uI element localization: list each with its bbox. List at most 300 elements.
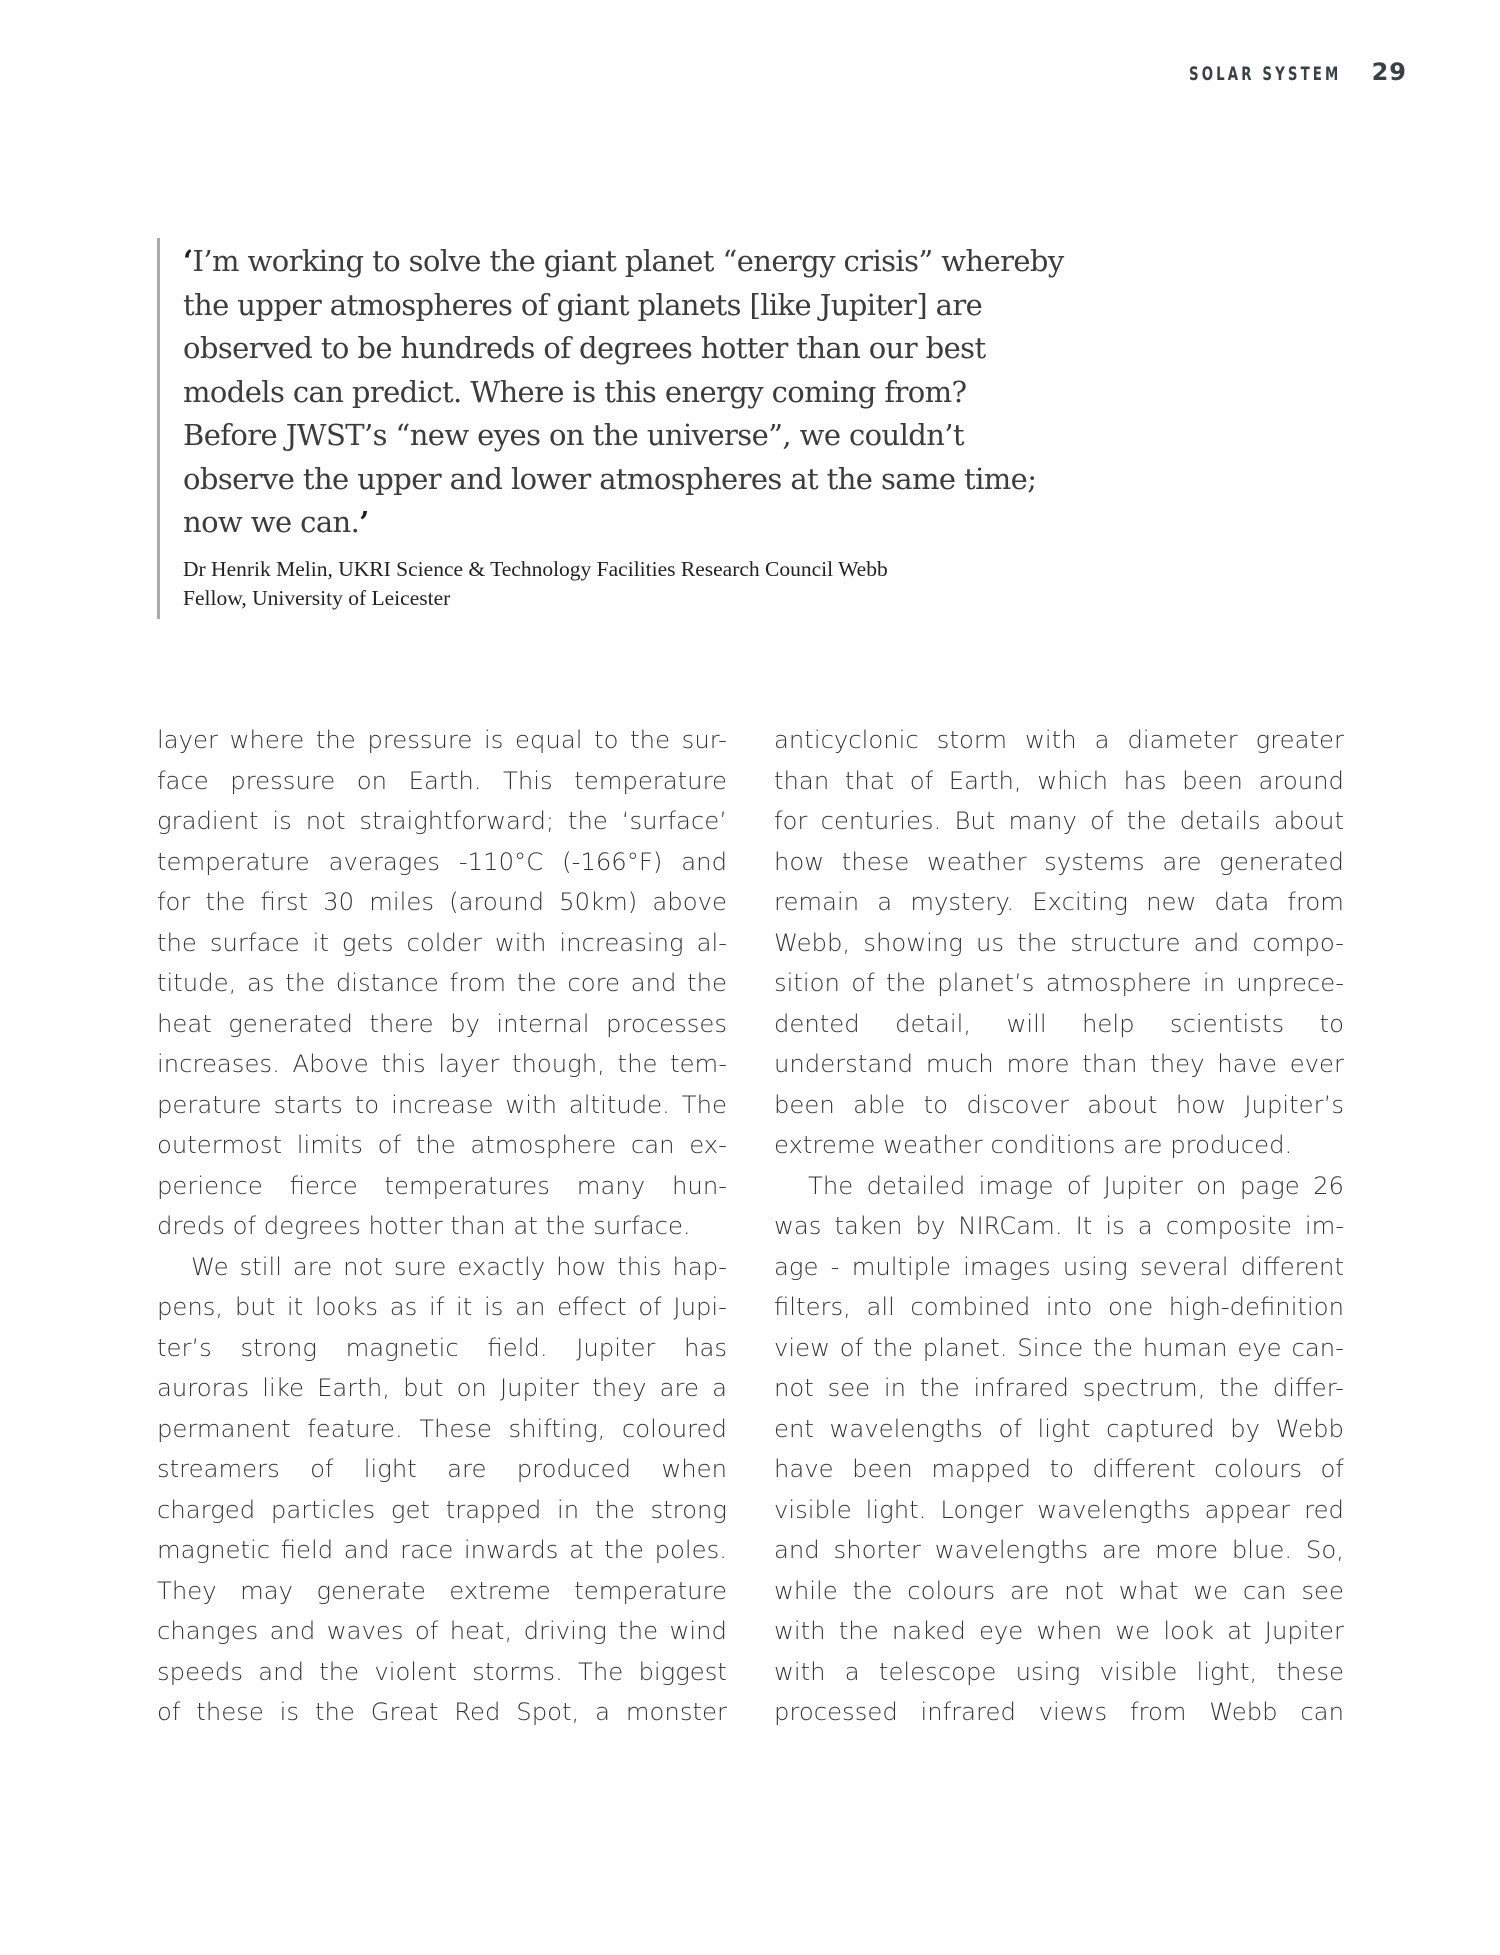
text-line [774,1368,1344,1409]
word: and [774,1535,820,1564]
word: biggest [638,1656,727,1686]
word: trapped [445,1494,542,1524]
word: get [390,1494,430,1524]
word: we [1193,1575,1229,1605]
word: the [838,1616,879,1645]
word: spectrum, [1082,1373,1206,1402]
text-line [157,1328,727,1369]
text-line [774,882,1344,923]
word: temperature [157,846,310,876]
word: many [1008,806,1077,835]
text-line [157,1125,727,1166]
word: al- [696,927,727,957]
word: images [963,1251,1051,1281]
word: the [1017,927,1058,957]
word: of [839,1332,864,1362]
word: one [1107,1292,1154,1321]
word: from [1129,1697,1187,1726]
word: are [447,1454,487,1483]
word: This [503,765,553,795]
word: extreme [449,1575,551,1605]
word: monster [625,1697,727,1726]
word: to [1319,1008,1344,1038]
word: ever [1289,1049,1344,1078]
word: visible [774,1494,852,1524]
quote-line: the upper atmospheres of giant planets [like Jupiter] are [183,287,983,322]
word: NIRCam. [958,1211,1063,1240]
word: which [1037,765,1109,795]
word: though, [511,1049,605,1078]
word: more [1155,1535,1219,1564]
word: mapped [931,1454,1032,1483]
word: temperature [574,1575,727,1605]
word: on [356,765,388,795]
word: it [286,1292,304,1321]
word: has [1123,765,1167,795]
word: are [292,1251,333,1281]
word: if [429,1292,445,1321]
word: not [1064,1575,1104,1605]
word: equal [515,725,583,754]
word: face [157,765,209,795]
word: of [414,1616,439,1645]
text-line [157,1611,727,1652]
word: they [1150,1049,1205,1078]
word: colder [406,927,482,957]
text-line [157,1044,727,1085]
word: different [1240,1251,1344,1281]
word: and [258,1656,304,1686]
word: ter’s [157,1332,212,1362]
text-line [157,923,727,964]
word: can [1300,1697,1344,1726]
word: many [576,1170,646,1200]
word: processed [774,1697,898,1726]
text-line [774,801,1344,842]
quote-line: I’m working to solve the giant planet “energy crisis” whereby [192,244,1064,278]
word: the [415,1130,456,1159]
word: generate [316,1575,426,1605]
text-line [774,923,1344,964]
word: pressure [367,725,473,754]
word: it [312,927,329,957]
word: a [877,887,893,916]
word: dented [774,1008,860,1038]
attribution-line: Dr Henrik Melin, UKRI Science & Technology Facilities Research Council Webb [183,556,888,581]
word: the [630,725,671,754]
word: and [630,968,677,997]
word: infrared [920,1697,1016,1726]
section-title: SOLAR SYSTEM [1189,63,1342,85]
word: They [157,1575,217,1605]
word: atmosphere [1045,968,1192,997]
word: wind [669,1616,727,1645]
word: scientists [1169,1008,1285,1038]
word: (-166°F) [562,846,663,876]
text-line [157,1368,727,1409]
word: of [909,765,934,795]
word: captured [1106,1413,1215,1443]
word: while [774,1575,838,1605]
word: for [157,887,191,916]
text-line [774,720,1344,761]
word: tem- [670,1049,727,1078]
word: visible [1099,1656,1178,1686]
word: eye [1237,1332,1282,1362]
word: when [1036,1616,1103,1645]
word: can [630,1130,675,1159]
word: We [191,1251,229,1281]
word: by [915,1211,946,1240]
word: to [923,1089,949,1119]
word: in [557,1494,580,1524]
word: remain [774,887,860,916]
word: as [247,968,275,997]
word: the [604,1535,644,1564]
word: poles. [654,1535,727,1564]
word: how [556,1251,607,1281]
word: - [830,1251,840,1281]
text-line [157,1247,727,1288]
word: Jupiter [499,1373,580,1402]
word: ‘surface’ [621,806,727,835]
word: greater [1255,725,1344,754]
word: effect [557,1292,627,1321]
word: combined [910,1292,1031,1321]
word: us [975,927,1005,957]
word: not [305,806,346,835]
word: using [1062,1251,1128,1281]
word: perience [157,1170,263,1200]
word: processes [606,1008,727,1038]
word: light [363,1454,417,1483]
word: can [1242,1575,1287,1605]
word: sition [774,968,840,997]
text-line [157,1287,727,1328]
word: into [1045,1292,1093,1321]
word: heat [157,1008,212,1038]
word: Webb [1275,1413,1344,1443]
word: at [569,1535,594,1564]
word: all [866,1292,895,1321]
text-line [774,1490,1344,1531]
word: they [592,1373,647,1402]
word: infrared [973,1373,1069,1402]
word: magnetic [157,1535,271,1564]
word: titude, [157,968,237,997]
word: shifting, [508,1413,606,1443]
word: views [1038,1697,1108,1726]
quote-line: Before JWST’s “new eyes on the universe”, we couldn’t [183,418,964,452]
word: can- [1291,1332,1344,1362]
word: are [1101,1535,1142,1564]
word: the [205,887,246,916]
word: Jupiter’s [1244,1089,1344,1119]
word: Earth, [317,1373,390,1402]
word: the [1126,806,1167,835]
word: So, [1305,1535,1344,1564]
text-line [774,1247,1344,1288]
text-line [774,1530,1344,1571]
page-number: 29 [1371,58,1407,86]
text-line [774,761,1344,802]
word: colours [907,1575,996,1605]
word: more [1006,1049,1070,1078]
word: how [1175,1089,1226,1119]
word: how [774,846,825,876]
word: a [844,1656,860,1686]
word: unprece- [1236,968,1344,997]
word: The [578,1656,624,1686]
word: this [617,1251,662,1281]
word: Since [1017,1332,1084,1362]
word: Above [292,1049,369,1078]
word: there [369,1008,434,1038]
word: hun- [672,1170,727,1200]
word: feature. [307,1413,403,1443]
word: showing [863,927,963,957]
word: see [1301,1575,1344,1605]
word: particles [270,1494,376,1524]
word: are [1162,846,1202,876]
word: filters, [774,1292,851,1321]
quote-line: observed to be hundreds of degrees hotter than our best [183,331,986,365]
word: averages [328,846,440,876]
word: sure [393,1251,447,1281]
text-line [774,963,1344,1004]
word: light, [1196,1656,1258,1686]
word: where [229,725,305,754]
word: of [310,1454,334,1483]
word: it [456,1292,473,1321]
word: altitude. [568,1089,670,1119]
word: strong [650,1494,727,1524]
word: of [638,1292,662,1321]
word: Earth, [948,765,1022,795]
word: waves [326,1616,404,1645]
word: gradient [157,806,259,835]
text-line [774,1692,1344,1733]
word: Red [454,1697,501,1726]
text-line [157,720,727,761]
word: in [1202,968,1225,997]
text-line [774,1085,1344,1126]
word: and [1193,927,1240,957]
text-line [774,1004,1344,1045]
word: with [1025,725,1077,754]
word: is [483,725,504,754]
word: of [1320,1454,1344,1483]
word: telescope [878,1656,997,1686]
word: shorter [833,1535,921,1564]
word: of [998,1413,1022,1443]
word: help [1081,1008,1135,1038]
word: the [852,1575,893,1605]
word: to [354,1089,380,1119]
word: of [157,1697,181,1726]
word: changes [157,1616,259,1645]
word: exactly [457,1251,546,1281]
word: of [1090,806,1114,835]
word: auroras [157,1373,250,1402]
word: is [483,1292,504,1321]
word: generated [228,1008,353,1038]
text-column-right [774,720,1344,1733]
word: Webb, [774,927,851,957]
word: about [1273,806,1344,835]
word: (around [449,887,545,916]
word: coloured [621,1413,727,1443]
word: wavelengths [829,1413,983,1443]
quote-line: observe the upper and lower atmospheres at the same time; [183,461,1037,496]
word: by [450,1008,480,1038]
word: these [196,1697,264,1726]
word: eye [978,1616,1024,1645]
word: distance [335,968,439,997]
word: im- [1304,1211,1344,1240]
word: the [285,968,326,997]
word: Earth. [408,765,482,795]
word: But [954,806,996,835]
word: are [659,1373,699,1402]
word: centuries. [820,806,942,835]
word: understand [774,1049,914,1078]
attribution-line: Fellow, University of Leicester [183,585,451,610]
word: about [1087,1089,1158,1119]
word: systems [1044,846,1145,876]
text-line [774,1044,1344,1085]
word: a [1137,1211,1153,1240]
word: atmosphere [470,1130,617,1159]
word: pens, [157,1292,224,1321]
word: data [1214,887,1270,916]
word: of [377,1130,402,1159]
word: appear [1204,1494,1291,1524]
word: first [260,887,309,916]
open-quote-mark: ‘ [183,244,193,278]
word: in [883,1373,907,1402]
word: Jupiter [1264,1616,1344,1645]
word: speeds [157,1656,244,1686]
word: wavelengths [934,1535,1089,1564]
word: but [234,1292,276,1321]
word: as [389,1292,418,1321]
word: of [851,968,875,997]
word: has [684,1332,727,1362]
word: a [595,1697,611,1726]
quote-line: models can predict. Where is this energy coming from? [183,374,967,409]
word: Longer [940,1494,1024,1524]
word: strong [240,1332,317,1362]
word: It [1075,1211,1093,1240]
word: high-definition [1168,1292,1344,1321]
word: the [873,1332,913,1362]
word: the [594,1494,635,1524]
word: red [1304,1494,1344,1524]
text-line [774,1328,1344,1369]
word: Jupiter [576,1332,656,1362]
word: miles [369,887,434,916]
word: hap- [672,1251,727,1281]
word: layer [438,1049,500,1078]
word: is [1105,1211,1125,1240]
text-line [157,761,727,802]
word: the [1093,1332,1133,1362]
word: inwards [463,1535,559,1564]
word: with [774,1656,826,1686]
word: from [1287,887,1344,916]
word: diameter [1127,725,1238,754]
word: than [1082,1049,1138,1078]
word: increasing [559,927,684,957]
word: image [978,1170,1054,1200]
word: the [516,968,557,997]
word: detail, [895,1008,972,1038]
word: using [1015,1656,1081,1686]
text-line [774,1206,1344,1247]
word: straightforward; [359,806,555,835]
quote-text [183,240,1083,545]
word: 50km) [559,887,638,916]
text-line [157,1490,727,1531]
word: age [774,1251,819,1281]
word: Exciting [1032,887,1128,916]
word: detailed [866,1170,966,1200]
running-header [1146,58,1407,86]
word: above [652,887,727,916]
word: than [774,765,830,795]
word: may [240,1575,294,1605]
word: generated [1219,846,1344,876]
word: been [852,1454,913,1483]
word: limits [296,1130,363,1159]
word: Spot, [516,1697,580,1726]
word: discover [966,1089,1069,1119]
word: pressure [230,765,336,795]
text-line [157,1449,727,1490]
quote-line: now we can. [183,505,360,539]
word: an [515,1292,546,1321]
text-line [157,1004,727,1045]
word: the [1219,1373,1260,1402]
word: human [1142,1332,1228,1362]
text-line [157,1692,727,1733]
text-line [157,963,727,1004]
word: 30 [323,887,355,916]
word: this [381,1049,426,1078]
word: naked [891,1616,966,1645]
word: not [343,1251,383,1281]
word: colours [1214,1454,1303,1483]
word: but [403,1373,444,1402]
word: these [841,846,910,876]
word: are [1009,1575,1050,1605]
word: with [774,1616,826,1645]
text-line: extreme weather conditions are produced. [774,1130,1293,1159]
word: and [343,1535,390,1564]
word: structure [1070,927,1181,957]
word: a [1094,725,1110,754]
word: different [1092,1454,1196,1483]
word: a [712,1373,727,1402]
word: fierce [289,1170,358,1200]
word: been [774,1089,835,1119]
word: violent [374,1656,457,1686]
word: mystery. [910,887,1015,916]
text-line [774,1611,1344,1652]
word: not [774,1373,814,1402]
word: by [1230,1413,1260,1443]
